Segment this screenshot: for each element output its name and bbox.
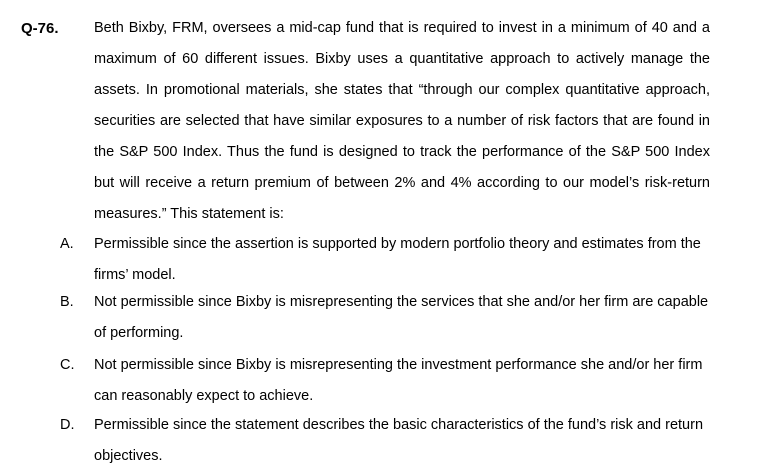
option-letter: A. [60, 236, 74, 252]
option-text: Permissible since the statement describes the basic characteristics of the fund’s risk and return objectives. [94, 417, 704, 464]
option-text: Not permissible since Bixby is misrepresenting the services that she and/or her firm are capable of performing. [94, 294, 709, 341]
option-letter: B. [60, 294, 74, 310]
question-stem: Beth Bixby, FRM, oversees a mid-cap fund that is required to invest in a minimum of 40 and a maximum of 60 different issues. Bixby uses a quantitative approach to actively manage the assets. In promotional materials, she states that “through our complex quantitative approach, securities are selected that have similar exposures to a number of risk factors that are found in the S&P 500 Index. Thus the fund is designed to track the performance of the S&P 500 Index but will receive a return premium of between 2% and 4% according to our model’s risk-return measures.” This statement is: [94, 20, 710, 222]
option-letter: D. [60, 417, 75, 433]
option-text: Not permissible since Bixby is misrepresenting the investment performance she and/or her firm can reasonably expect to achieve. [94, 357, 703, 404]
option-text: Permissible since the assertion is supported by modern portfolio theory and estimates from the firms’ model. [94, 236, 701, 283]
question-number: Q-76. [21, 20, 59, 37]
option-letter: C. [60, 357, 75, 373]
